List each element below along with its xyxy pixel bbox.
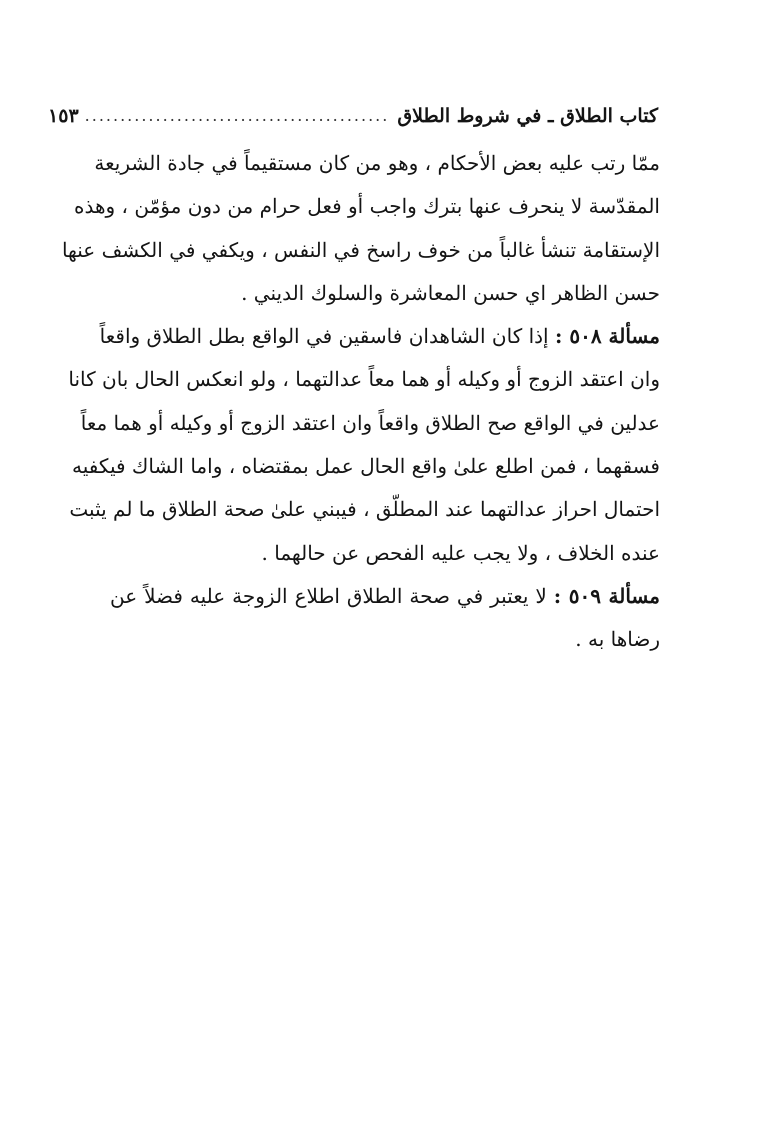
paragraph-issue-509 bbox=[110, 575, 660, 662]
running-header bbox=[48, 96, 658, 136]
issue-label: مسألة ٥٠٩ : bbox=[553, 583, 660, 608]
text-line bbox=[110, 575, 660, 618]
text-line: الإستقامة تنشأ غالباً من خوف راسخ في النفس ، ويكفي في الكشف عنها bbox=[61, 237, 660, 262]
text-line: وان اعتقد الزوج أو وكيله أو هما معاً عدالتهما ، ولو انعكس الحال بان كانا bbox=[68, 367, 660, 392]
text-segment: لا يعتبر في صحة الطلاق اطلاع الزوجة عليه فضلاً عن bbox=[110, 583, 547, 608]
text-line: احتمال احراز عدالتهما عند المطلّق ، فيبني علىٰ صحة الطلاق ما لم يثبت bbox=[69, 497, 660, 522]
text-line: فسقهما ، فمن اطلع علىٰ واقع الحال عمل بمقتضاه ، واما الشاك فيكفيه bbox=[72, 454, 660, 479]
text-line: عنده الخلاف ، ولا يجب عليه الفحص عن حالهما . bbox=[261, 540, 660, 565]
issue-label: مسألة ٥٠٨ : bbox=[554, 324, 660, 349]
paragraph-definition bbox=[61, 142, 660, 315]
body-text bbox=[61, 142, 660, 662]
text-line: حسن الظاهر اي حسن المعاشرة والسلوك الديني . bbox=[241, 280, 660, 305]
paragraph-issue-508 bbox=[68, 315, 660, 575]
text-line: المقدّسة لا ينحرف عنها بترك واجب أو فعل حرام من دون مؤمّن ، وهذه bbox=[74, 194, 660, 219]
chapter-title: كتاب الطلاق ـ في شروط الطلاق bbox=[397, 105, 658, 127]
text-line: رضاها به . bbox=[575, 627, 660, 652]
page-number: ١٥٣ bbox=[48, 105, 79, 127]
text-line: ممّا رتب عليه بعض الأحكام ، وهو من كان مستقيماً في جادة الشريعة bbox=[94, 151, 660, 175]
text-line bbox=[99, 315, 660, 358]
text-segment: إذا كان الشاهدان فاسقين في الواقع بطل الطلاق واقعاً bbox=[99, 324, 549, 349]
dot-leader: ........................................... bbox=[84, 106, 390, 125]
text-line: عدلين في الواقع صح الطلاق واقعاً وان اعتقد الزوج أو وكيله أو هما معاً bbox=[80, 410, 660, 435]
